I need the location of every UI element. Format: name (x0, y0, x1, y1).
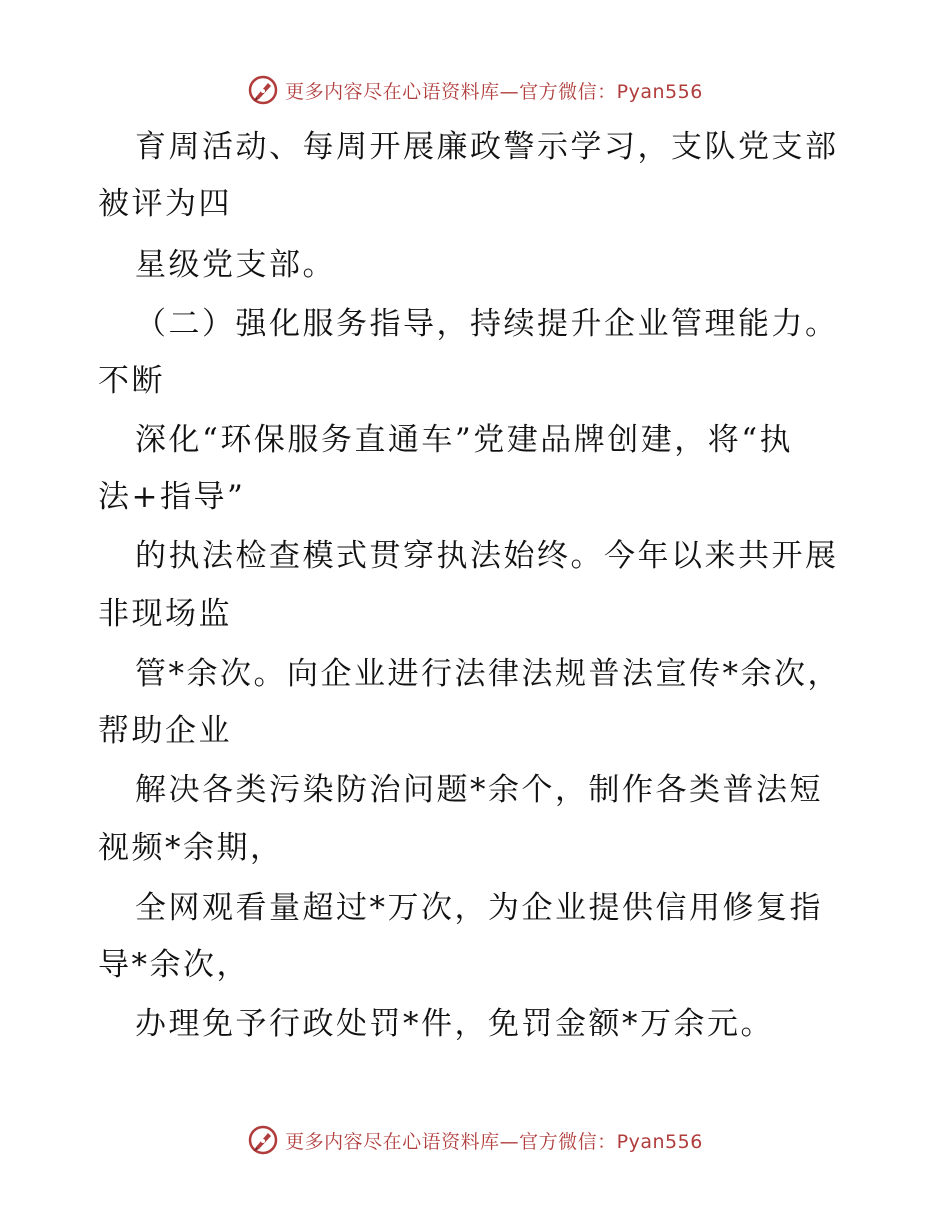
text-line: 解决各类污染防治问题*余个，制作各类普法短 (135, 772, 823, 808)
footer-watermark (0, 1120, 950, 1160)
text-line: 导*余次， (98, 947, 250, 983)
text-line: 全网观看量超过*万次，为企业提供信用修复指 (135, 890, 823, 926)
watermark-text: 更多内容尽在心语资料库—官方微信：Pyan556 (285, 1130, 703, 1153)
text-line: 办理免予行政处罚*件，免罚金额*万余元。 (135, 1006, 774, 1042)
text-line: 育周活动、每周开展廉政警示学习，支队党支部 (135, 129, 839, 165)
text-line: 深化“环保服务直通车”党建品牌创建，将“执 (135, 422, 794, 458)
watermark-text: 更多内容尽在心语资料库—官方微信：Pyan556 (285, 80, 703, 103)
pen-circle-logo-icon (247, 1124, 279, 1156)
text-line: 管*余次。向企业进行法律法规普法宣传*余次， (135, 656, 841, 692)
text-line: 被评为四 (98, 186, 232, 222)
text-line: 帮助企业 (98, 713, 232, 749)
text-line: 法+指导” (98, 479, 246, 515)
text-line: 视频*余期， (98, 830, 284, 866)
text-line: 的执法检查模式贯穿执法始终。今年以来共开展 (135, 538, 839, 574)
text-line: 非现场监 (98, 596, 232, 632)
text-line: （二）强化服务指导，持续提升企业管理能力。 (135, 306, 839, 342)
text-line: 不断 (98, 363, 165, 399)
text-line: 星级党支部。 (135, 247, 336, 283)
